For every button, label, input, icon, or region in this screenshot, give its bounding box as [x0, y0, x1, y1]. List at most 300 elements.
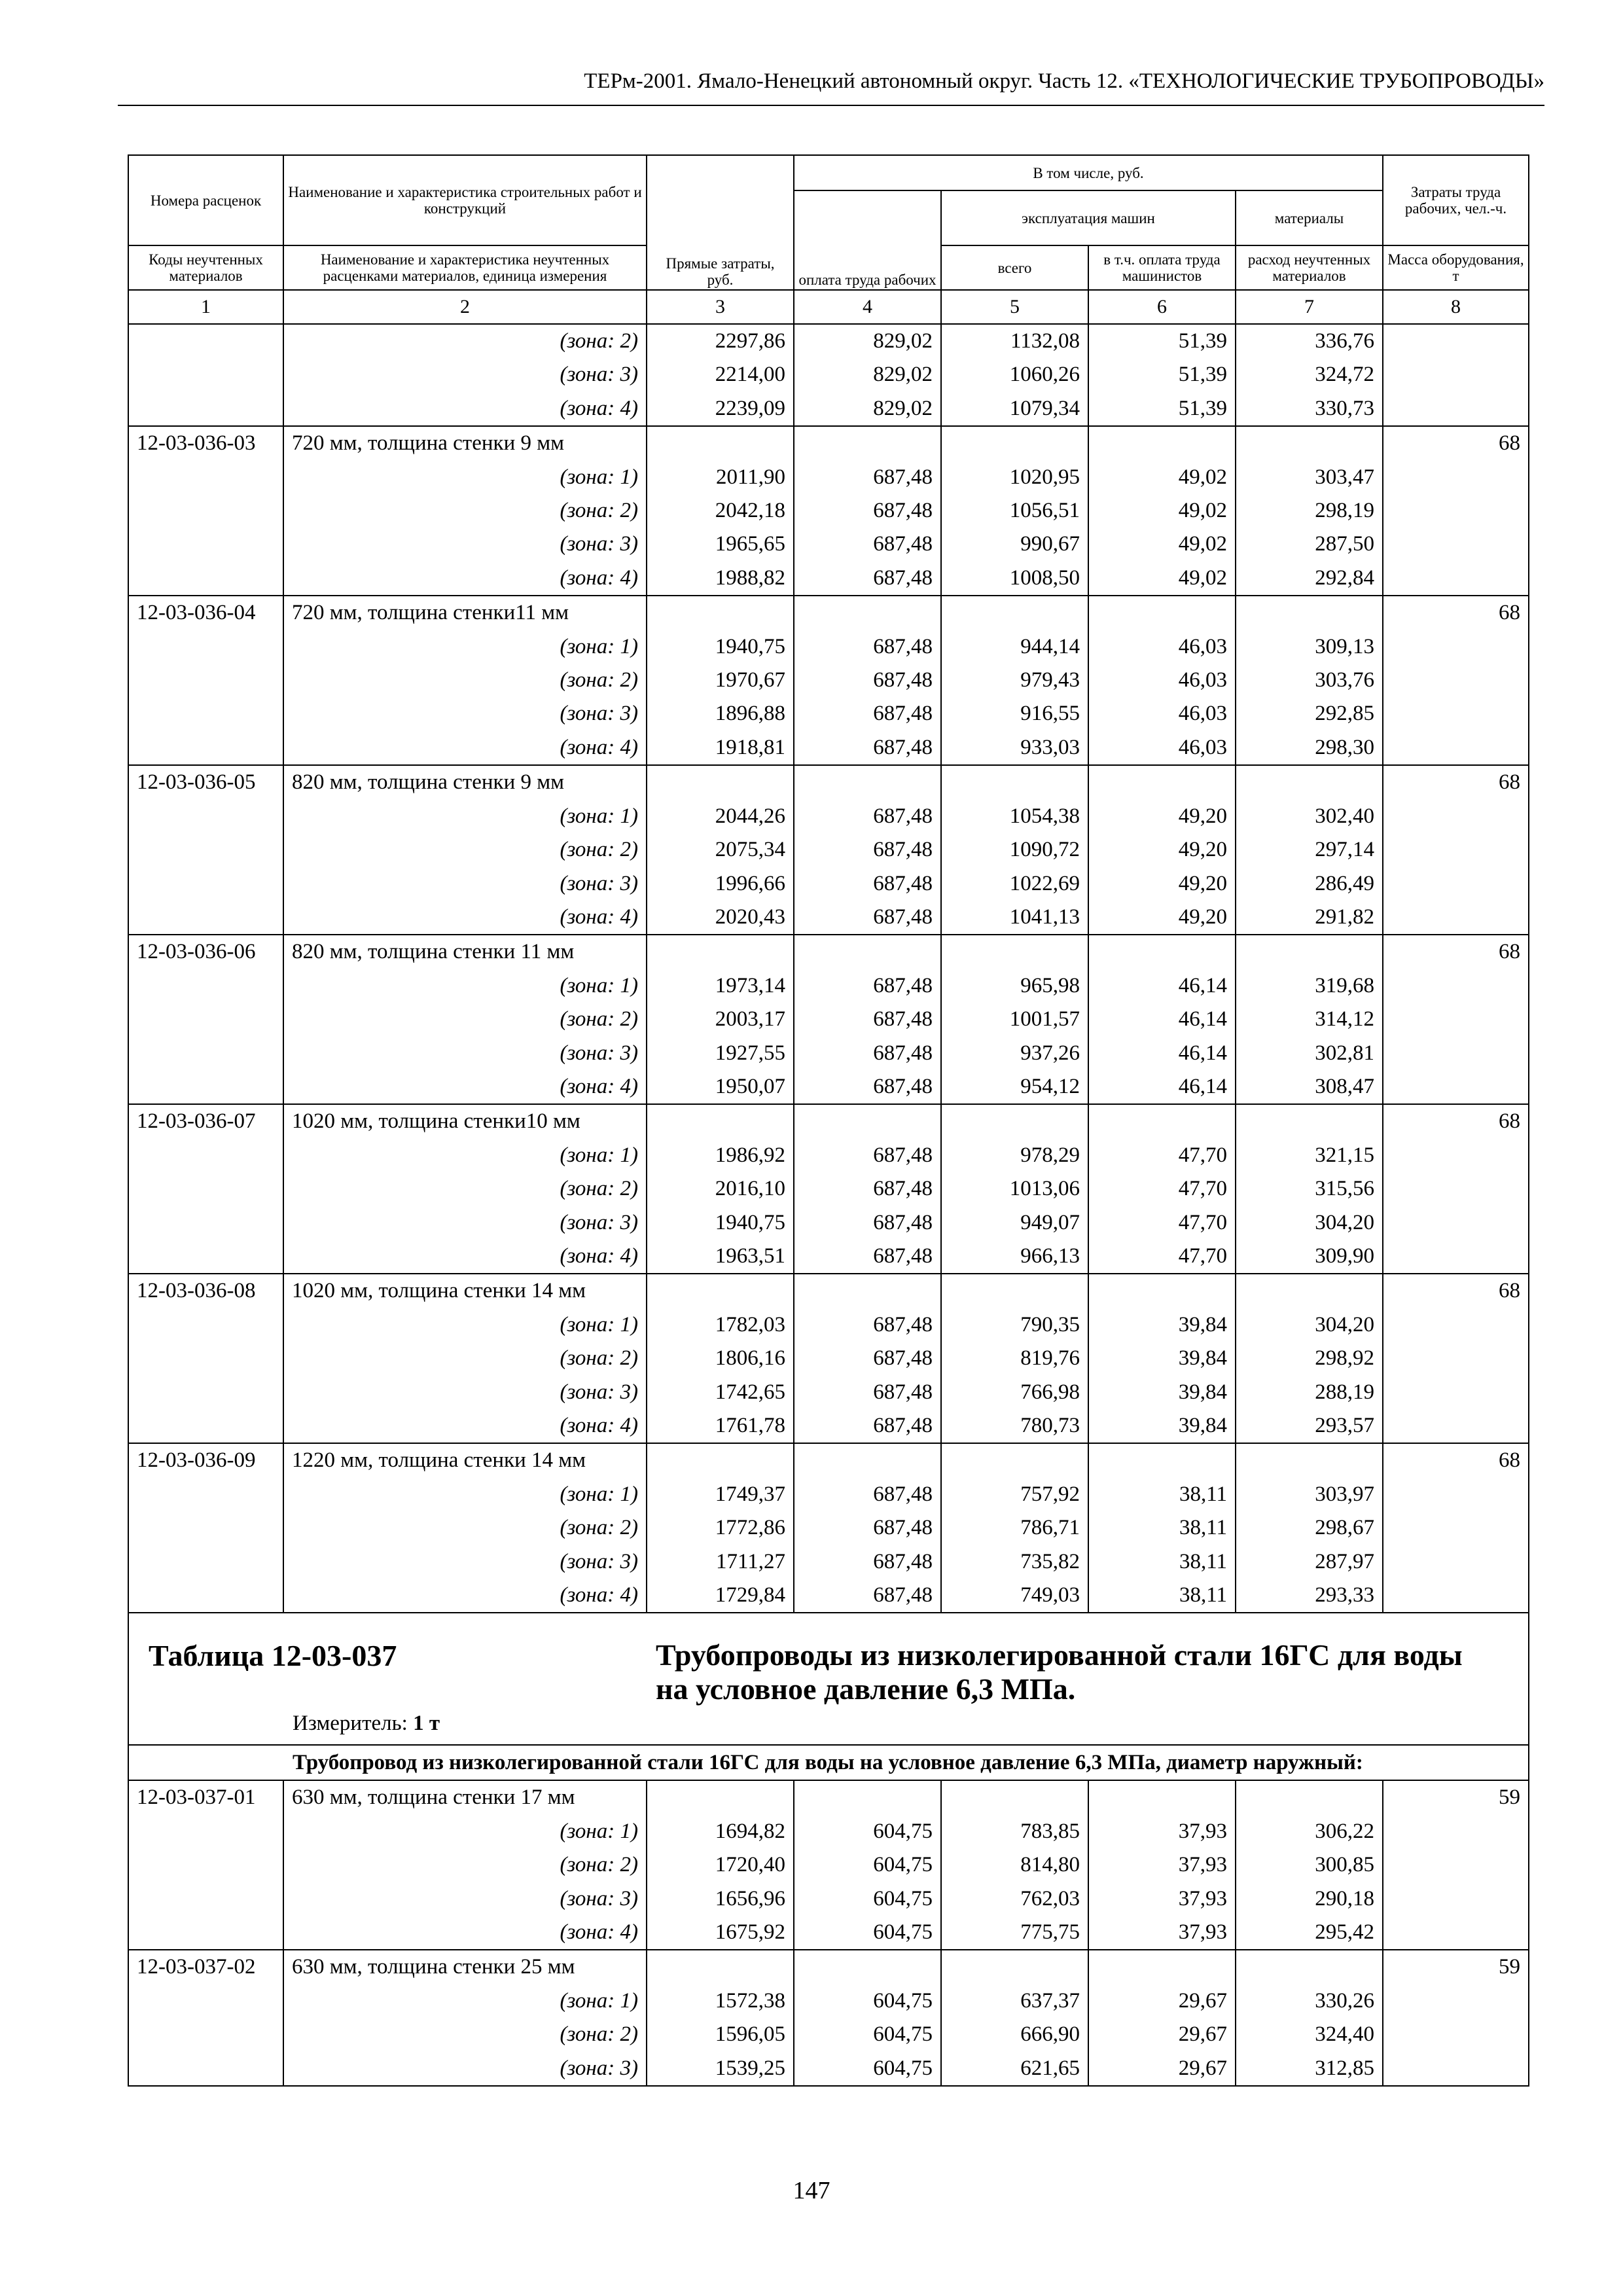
zone-row [128, 1342, 1529, 1375]
header-col8-top: Затраты труда рабочих, чел.-ч. [1383, 155, 1529, 245]
zone-row [128, 664, 1529, 697]
empty-cell [1088, 596, 1236, 630]
table2-label: Таблица 12-03-037 [149, 1639, 397, 1673]
rate-code: 12-03-036-09 [128, 1443, 283, 1477]
rate-mass: 68 [1383, 1443, 1529, 1477]
machines-total-cell: 1013,06 [941, 1172, 1088, 1206]
empty-cell [1088, 765, 1236, 799]
header-col7: расход неучтенных материалов [1236, 245, 1383, 290]
empty-cell [1383, 392, 1529, 426]
machinist-pay-cell: 46,14 [1088, 1003, 1236, 1036]
empty-cell [1383, 1511, 1529, 1545]
empty-cell [1383, 1003, 1529, 1036]
rate-name: 720 мм, толщина стенки11 мм [283, 596, 647, 630]
empty-cell [128, 664, 283, 697]
table-body-second [128, 1780, 1529, 2086]
empty-cell [1383, 867, 1529, 901]
machinist-pay-cell: 38,11 [1088, 1545, 1236, 1579]
materials-cell: 287,50 [1236, 528, 1383, 561]
machinist-pay-cell: 46,14 [1088, 1037, 1236, 1070]
empty-cell [1088, 1443, 1236, 1477]
empty-cell [128, 2052, 283, 2086]
empty-cell [128, 1478, 283, 1511]
materials-cell: 300,85 [1236, 1848, 1383, 1882]
machines-total-cell: 1132,08 [941, 324, 1088, 358]
empty-cell [1088, 1274, 1236, 1308]
rate-code: 12-03-036-08 [128, 1274, 283, 1308]
rate-code: 12-03-036-06 [128, 935, 283, 969]
machinist-pay-cell: 46,14 [1088, 1070, 1236, 1104]
direct-cost-cell: 2214,00 [647, 358, 794, 391]
column-number: 1 [128, 290, 283, 324]
column-number: 2 [283, 290, 647, 324]
empty-cell [128, 1070, 283, 1104]
empty-cell [794, 1780, 941, 1814]
zone-label: (зона: 1) [283, 1478, 647, 1511]
materials-cell: 302,40 [1236, 800, 1383, 833]
materials-cell: 303,76 [1236, 664, 1383, 697]
labor-pay-cell: 687,48 [794, 901, 941, 935]
materials-cell: 312,85 [1236, 2052, 1383, 2086]
empty-cell [128, 1376, 283, 1409]
direct-cost-cell: 1896,88 [647, 697, 794, 730]
rate-mass: 68 [1383, 596, 1529, 630]
empty-cell [128, 1308, 283, 1342]
empty-cell [1383, 664, 1529, 697]
empty-cell [1383, 969, 1529, 1003]
direct-cost-cell: 1950,07 [647, 1070, 794, 1104]
rate-header-row [128, 1950, 1529, 1984]
empty-cell [128, 1579, 283, 1613]
machines-total-cell: 786,71 [941, 1511, 1088, 1545]
rate-mass: 59 [1383, 1950, 1529, 1984]
empty-cell [1236, 935, 1383, 969]
zone-label: (зона: 3) [283, 697, 647, 730]
empty-cell [128, 969, 283, 1003]
rate-mass: 68 [1383, 1104, 1529, 1138]
zone-label: (зона: 2) [283, 494, 647, 528]
empty-cell [128, 1916, 283, 1950]
rate-mass: 68 [1383, 1274, 1529, 1308]
machines-total-cell: 949,07 [941, 1206, 1088, 1240]
zone-row [128, 1003, 1529, 1036]
table-body-first [128, 324, 1529, 1613]
machines-total-cell: 1008,50 [941, 562, 1088, 596]
empty-cell [941, 1950, 1088, 1984]
machinist-pay-cell: 49,02 [1088, 562, 1236, 596]
empty-cell [1236, 765, 1383, 799]
materials-cell: 336,76 [1236, 324, 1383, 358]
machines-total-cell: 1020,95 [941, 461, 1088, 494]
empty-cell [128, 630, 283, 664]
zone-row [128, 2018, 1529, 2051]
materials-cell: 288,19 [1236, 1376, 1383, 1409]
labor-pay-cell: 829,02 [794, 392, 941, 426]
header-including: В том числе, руб. [794, 155, 1383, 190]
zone-label: (зона: 1) [283, 800, 647, 833]
rate-name: 1020 мм, толщина стенки10 мм [283, 1104, 647, 1138]
materials-cell: 293,33 [1236, 1579, 1383, 1613]
empty-cell [794, 765, 941, 799]
labor-pay-cell: 687,48 [794, 461, 941, 494]
zone-label: (зона: 1) [283, 461, 647, 494]
machinist-pay-cell: 46,14 [1088, 969, 1236, 1003]
labor-pay-cell: 687,48 [794, 1545, 941, 1579]
labor-pay-cell: 687,48 [794, 1172, 941, 1206]
zone-row [128, 1240, 1529, 1274]
page-number: 147 [793, 2177, 830, 2204]
direct-cost-cell: 1918,81 [647, 731, 794, 765]
materials-cell: 298,30 [1236, 731, 1383, 765]
rate-header-row [128, 1780, 1529, 1814]
zone-row [128, 324, 1529, 358]
materials-cell: 319,68 [1236, 969, 1383, 1003]
direct-cost-cell: 1806,16 [647, 1342, 794, 1375]
column-number: 7 [1236, 290, 1383, 324]
labor-pay-cell: 687,48 [794, 867, 941, 901]
direct-cost-cell: 2016,10 [647, 1172, 794, 1206]
zone-label: (зона: 1) [283, 1984, 647, 2018]
materials-cell: 309,13 [1236, 630, 1383, 664]
empty-cell [1383, 2018, 1529, 2051]
zone-label: (зона: 3) [283, 358, 647, 391]
empty-cell [128, 392, 283, 426]
empty-cell [1383, 1308, 1529, 1342]
machines-total-cell: 637,37 [941, 1984, 1088, 2018]
labor-pay-cell: 604,75 [794, 2018, 941, 2051]
price-table [128, 154, 1529, 2087]
labor-pay-cell: 687,48 [794, 1308, 941, 1342]
empty-cell [128, 1815, 283, 1848]
zone-label: (зона: 3) [283, 1376, 647, 1409]
materials-cell: 287,97 [1236, 1545, 1383, 1579]
zone-row [128, 1916, 1529, 1950]
empty-cell [647, 1443, 794, 1477]
empty-cell [794, 426, 941, 460]
machines-total-cell: 666,90 [941, 2018, 1088, 2051]
labor-pay-cell: 687,48 [794, 1478, 941, 1511]
empty-cell [1383, 1984, 1529, 2018]
table2-measure [293, 1712, 440, 1736]
empty-cell [128, 1003, 283, 1036]
machinist-pay-cell: 46,03 [1088, 697, 1236, 730]
header-col2-bottom: Наименование и характеристика неучтенных расценками материалов, единица измерения [283, 245, 647, 290]
empty-cell [1383, 528, 1529, 561]
zone-label: (зона: 2) [283, 1342, 647, 1375]
running-head: ТЕРм-2001. Ямало-Ненецкий автономный округ. Часть 12. «ТЕХНОЛОГИЧЕСКИЕ ТРУБОПРОВОДЫ» [118, 65, 1544, 106]
empty-cell [1383, 1172, 1529, 1206]
empty-cell [128, 1240, 283, 1274]
machines-total-cell: 757,92 [941, 1478, 1088, 1511]
materials-cell: 298,92 [1236, 1342, 1383, 1375]
materials-cell: 304,20 [1236, 1308, 1383, 1342]
zone-row [128, 562, 1529, 596]
machinist-pay-cell: 39,84 [1088, 1342, 1236, 1375]
labor-pay-cell: 829,02 [794, 324, 941, 358]
rate-name: 820 мм, толщина стенки 9 мм [283, 765, 647, 799]
zone-row [128, 731, 1529, 765]
direct-cost-cell: 1940,75 [647, 630, 794, 664]
empty-cell [1236, 1950, 1383, 1984]
column-number: 6 [1088, 290, 1236, 324]
empty-cell [1236, 596, 1383, 630]
column-number: 3 [647, 290, 794, 324]
empty-cell [128, 1882, 283, 1916]
empty-cell [1383, 494, 1529, 528]
zone-row [128, 969, 1529, 1003]
empty-cell [647, 1950, 794, 1984]
column-number: 5 [941, 290, 1088, 324]
empty-cell [128, 1984, 283, 2018]
empty-cell [941, 1780, 1088, 1814]
machines-total-cell: 1022,69 [941, 867, 1088, 901]
rate-name: 820 мм, толщина стенки 11 мм [283, 935, 647, 969]
materials-cell: 330,73 [1236, 392, 1383, 426]
materials-cell: 303,97 [1236, 1478, 1383, 1511]
zone-row [128, 901, 1529, 935]
machines-total-cell: 735,82 [941, 1545, 1088, 1579]
direct-cost-cell: 1965,65 [647, 528, 794, 561]
empty-cell [1383, 630, 1529, 664]
labor-pay-cell: 604,75 [794, 1984, 941, 2018]
zone-label: (зона: 1) [283, 1815, 647, 1848]
machinist-pay-cell: 29,67 [1088, 2018, 1236, 2051]
machines-total-cell: 979,43 [941, 664, 1088, 697]
zone-label: (зона: 3) [283, 867, 647, 901]
zone-label: (зона: 3) [283, 1882, 647, 1916]
zone-row [128, 833, 1529, 867]
labor-pay-cell: 604,75 [794, 1815, 941, 1848]
empty-cell [1383, 731, 1529, 765]
machinist-pay-cell: 46,03 [1088, 664, 1236, 697]
empty-cell [1383, 1579, 1529, 1613]
machinist-pay-cell: 49,20 [1088, 800, 1236, 833]
empty-cell [1383, 1342, 1529, 1375]
direct-cost-cell: 1782,03 [647, 1308, 794, 1342]
labor-pay-cell: 604,75 [794, 1848, 941, 1882]
zone-label: (зона: 3) [283, 1206, 647, 1240]
empty-cell [128, 1206, 283, 1240]
direct-cost-cell: 2011,90 [647, 461, 794, 494]
column-number: 4 [794, 290, 941, 324]
machines-total-cell: 783,85 [941, 1815, 1088, 1848]
machinist-pay-cell: 37,93 [1088, 1916, 1236, 1950]
zone-label: (зона: 4) [283, 901, 647, 935]
header-col1-bottom: Коды неучтенных материалов [128, 245, 283, 290]
zone-row [128, 1070, 1529, 1104]
machinist-pay-cell: 49,20 [1088, 833, 1236, 867]
empty-cell [647, 1104, 794, 1138]
empty-cell [941, 1443, 1088, 1477]
labor-pay-cell: 687,48 [794, 494, 941, 528]
empty-cell [1383, 697, 1529, 730]
machines-total-cell: 965,98 [941, 969, 1088, 1003]
rate-header-row [128, 596, 1529, 630]
materials-cell: 309,90 [1236, 1240, 1383, 1274]
empty-cell [941, 1104, 1088, 1138]
header-col5: всего [941, 245, 1088, 290]
machinist-pay-cell: 46,03 [1088, 731, 1236, 765]
zone-label: (зона: 3) [283, 1545, 647, 1579]
materials-cell: 292,84 [1236, 562, 1383, 596]
labor-pay-cell: 687,48 [794, 1342, 941, 1375]
zone-label: (зона: 4) [283, 731, 647, 765]
zone-label: (зона: 3) [283, 1037, 647, 1070]
empty-cell [1383, 1478, 1529, 1511]
zone-label: (зона: 2) [283, 664, 647, 697]
labor-pay-cell: 687,48 [794, 1240, 941, 1274]
direct-cost-cell: 1940,75 [647, 1206, 794, 1240]
rate-mass: 68 [1383, 765, 1529, 799]
zone-row [128, 494, 1529, 528]
materials-cell: 298,19 [1236, 494, 1383, 528]
zone-row [128, 630, 1529, 664]
empty-cell [941, 1274, 1088, 1308]
direct-cost-cell: 1749,37 [647, 1478, 794, 1511]
empty-cell [1383, 1545, 1529, 1579]
direct-cost-cell: 2297,86 [647, 324, 794, 358]
direct-cost-cell: 1720,40 [647, 1848, 794, 1882]
machinist-pay-cell: 51,39 [1088, 324, 1236, 358]
empty-cell [128, 867, 283, 901]
empty-cell [128, 697, 283, 730]
direct-cost-cell: 1970,67 [647, 664, 794, 697]
zone-label: (зона: 4) [283, 1070, 647, 1104]
empty-cell [128, 358, 283, 391]
labor-pay-cell: 829,02 [794, 358, 941, 391]
zone-row [128, 1511, 1529, 1545]
table2-title: Трубопроводы из низколегированной стали 16ГС для воды на условное давление 6,3 МПа. [656, 1638, 1463, 1706]
machines-total-cell: 819,76 [941, 1342, 1088, 1375]
direct-cost-cell: 2003,17 [647, 1003, 794, 1036]
machines-total-cell: 990,67 [941, 528, 1088, 561]
machinist-pay-cell: 49,02 [1088, 461, 1236, 494]
direct-cost-cell: 1742,65 [647, 1376, 794, 1409]
empty-cell [1383, 1882, 1529, 1916]
zone-row [128, 1815, 1529, 1848]
machinist-pay-cell: 46,03 [1088, 630, 1236, 664]
zone-row [128, 1172, 1529, 1206]
zone-row [128, 392, 1529, 426]
header-col8-bottom: Масса оборудования, т [1383, 245, 1529, 290]
machinist-pay-cell: 51,39 [1088, 392, 1236, 426]
rate-name: 630 мм, толщина стенки 17 мм [283, 1780, 647, 1814]
rate-header-row [128, 1274, 1529, 1308]
labor-pay-cell: 687,48 [794, 1037, 941, 1070]
zone-label: (зона: 4) [283, 1579, 647, 1613]
table2-heading [128, 1613, 1529, 1780]
empty-cell [1236, 1274, 1383, 1308]
machinist-pay-cell: 29,67 [1088, 2052, 1236, 2086]
empty-cell [1236, 426, 1383, 460]
materials-cell: 291,82 [1236, 901, 1383, 935]
machines-total-cell: 944,14 [941, 630, 1088, 664]
empty-cell [128, 324, 283, 358]
machinist-pay-cell: 37,93 [1088, 1882, 1236, 1916]
empty-cell [647, 596, 794, 630]
zone-row [128, 697, 1529, 730]
measure-label: Измеритель: [293, 1712, 408, 1736]
labor-pay-cell: 604,75 [794, 1882, 941, 1916]
zone-row [128, 528, 1529, 561]
materials-cell: 308,47 [1236, 1070, 1383, 1104]
zone-label: (зона: 1) [283, 969, 647, 1003]
empty-cell [1383, 461, 1529, 494]
materials-cell: 303,47 [1236, 461, 1383, 494]
zone-row [128, 867, 1529, 901]
header-machines: эксплуатация машин [941, 190, 1236, 245]
machines-total-cell: 1041,13 [941, 901, 1088, 935]
table2-title-block [128, 1613, 1529, 1745]
rate-header-row [128, 935, 1529, 969]
empty-cell [1236, 1780, 1383, 1814]
empty-cell [941, 935, 1088, 969]
header-col4: оплата труда рабочих [794, 190, 941, 290]
labor-pay-cell: 687,48 [794, 664, 941, 697]
materials-cell: 321,15 [1236, 1139, 1383, 1172]
direct-cost-cell: 1996,66 [647, 867, 794, 901]
materials-cell: 290,18 [1236, 1882, 1383, 1916]
machines-total-cell: 1079,34 [941, 392, 1088, 426]
empty-cell [1383, 562, 1529, 596]
zone-row [128, 1848, 1529, 1882]
rate-mass: 68 [1383, 935, 1529, 969]
empty-cell [1088, 1950, 1236, 1984]
machinist-pay-cell: 39,84 [1088, 1308, 1236, 1342]
empty-cell [1236, 1104, 1383, 1138]
header-materials: материалы [1236, 190, 1383, 245]
empty-cell [1383, 1240, 1529, 1274]
machinist-pay-cell: 37,93 [1088, 1848, 1236, 1882]
empty-cell [1383, 901, 1529, 935]
empty-cell [128, 1409, 283, 1443]
column-number: 8 [1383, 290, 1529, 324]
machinist-pay-cell: 39,84 [1088, 1409, 1236, 1443]
measure-value: 1 т [413, 1712, 440, 1736]
labor-pay-cell: 687,48 [794, 562, 941, 596]
direct-cost-cell: 1772,86 [647, 1511, 794, 1545]
empty-cell [128, 562, 283, 596]
direct-cost-cell: 1729,84 [647, 1579, 794, 1613]
empty-cell [1236, 1443, 1383, 1477]
zone-row [128, 1882, 1529, 1916]
labor-pay-cell: 687,48 [794, 833, 941, 867]
direct-cost-cell: 1675,92 [647, 1916, 794, 1950]
materials-cell: 324,40 [1236, 2018, 1383, 2051]
empty-cell [128, 800, 283, 833]
empty-cell [1383, 1815, 1529, 1848]
machines-total-cell: 1054,38 [941, 800, 1088, 833]
machinist-pay-cell: 49,02 [1088, 528, 1236, 561]
direct-cost-cell: 1973,14 [647, 969, 794, 1003]
direct-cost-cell: 2075,34 [647, 833, 794, 867]
materials-cell: 330,26 [1236, 1984, 1383, 2018]
zone-row [128, 1376, 1529, 1409]
machinist-pay-cell: 38,11 [1088, 1579, 1236, 1613]
zone-row [128, 1409, 1529, 1443]
zone-row [128, 461, 1529, 494]
empty-cell [128, 1545, 283, 1579]
rate-mass: 59 [1383, 1780, 1529, 1814]
empty-cell [1383, 1916, 1529, 1950]
empty-cell [1383, 833, 1529, 867]
labor-pay-cell: 687,48 [794, 1139, 941, 1172]
machines-total-cell: 621,65 [941, 2052, 1088, 2086]
direct-cost-cell: 2020,43 [647, 901, 794, 935]
machines-total-cell: 814,80 [941, 1848, 1088, 1882]
zone-row [128, 358, 1529, 391]
rate-name: 1020 мм, толщина стенки 14 мм [283, 1274, 647, 1308]
